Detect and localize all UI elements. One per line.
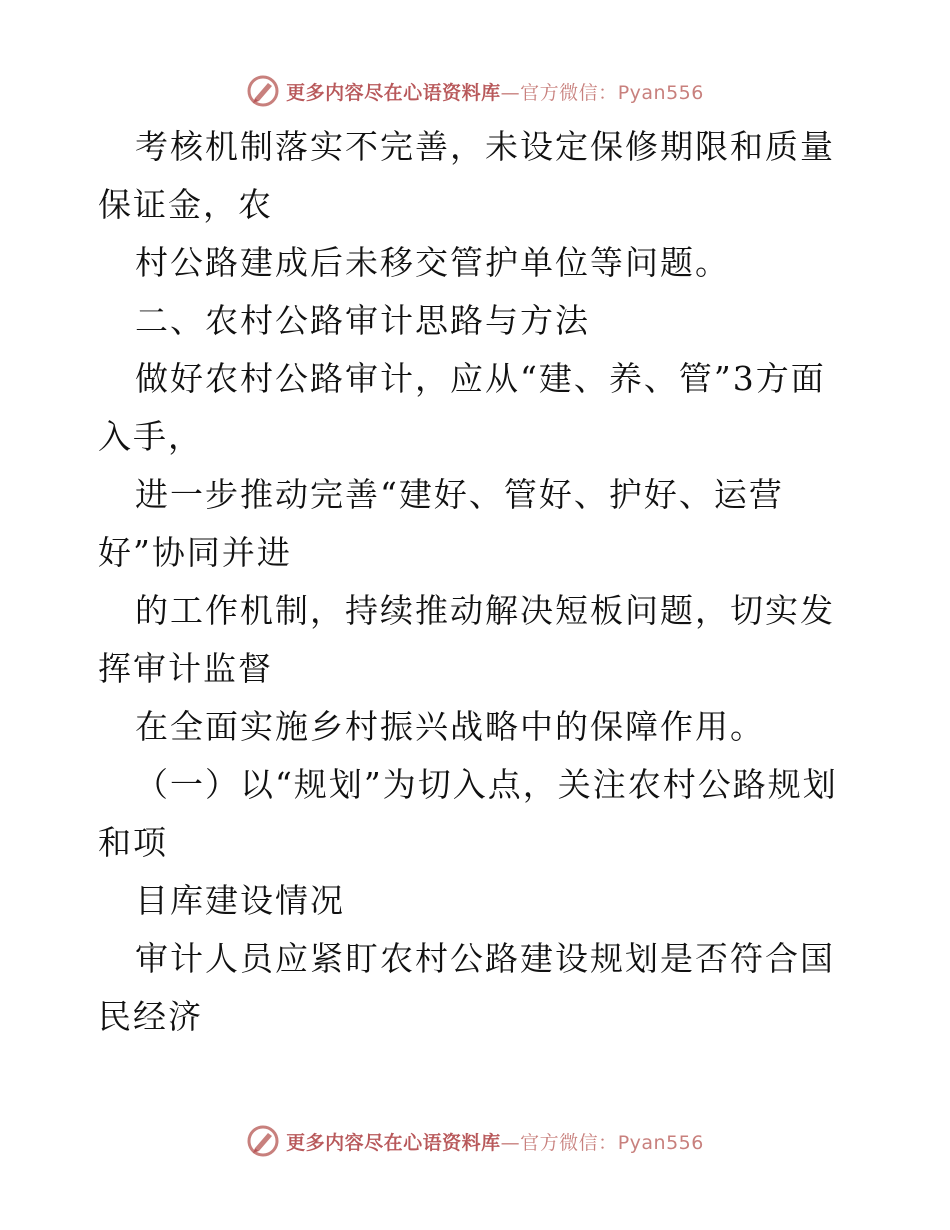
- watermark-wechat-id: Pyan556: [617, 1131, 704, 1154]
- paragraph-1: 考核机制落实不完善，未设定保修期限和质量保证金，农: [98, 127, 835, 224]
- watermark-dash: —: [500, 1131, 521, 1154]
- subsection-heading: （一）以“规划”为切入点，关注农村公路规划和项: [98, 765, 838, 862]
- pen-logo-icon: [246, 1124, 280, 1158]
- paragraph-3: 做好农村公路审计，应从“建、养、管”3方面入手，: [98, 359, 826, 456]
- header-watermark: [0, 74, 950, 108]
- watermark-site: 更多内容尽在心语资料库: [286, 1131, 501, 1154]
- paragraph-6: 在全面实施乡村振兴战略中的保障作用。: [135, 707, 765, 746]
- section-heading: 二、农村公路审计思路与方法: [135, 301, 590, 340]
- watermark-wechat-label: 官方微信：: [520, 1131, 618, 1154]
- paragraph-8: 审计人员应紧盯农村公路建设规划是否符合国民经济: [98, 939, 835, 1036]
- watermark-wechat-label: 官方微信：: [520, 81, 618, 104]
- footer-watermark: [0, 1124, 950, 1158]
- paragraph-5: 的工作机制，持续推动解决短板问题，切实发挥审计监督: [98, 591, 835, 688]
- watermark-text: [286, 1128, 704, 1155]
- watermark-site: 更多内容尽在心语资料库: [286, 81, 501, 104]
- watermark-dash: —: [500, 81, 521, 104]
- paragraph-2: 村公路建成后未移交管护单位等问题。: [135, 243, 730, 282]
- paragraph-7: 目库建设情况: [135, 881, 345, 920]
- document-body: [98, 118, 858, 1046]
- paragraph-4: 进一步推动完善“建好、管好、护好、运营好”协同并进: [98, 475, 784, 572]
- watermark-text: [286, 78, 704, 105]
- watermark-wechat-id: Pyan556: [617, 81, 704, 104]
- pen-logo-icon: [246, 74, 280, 108]
